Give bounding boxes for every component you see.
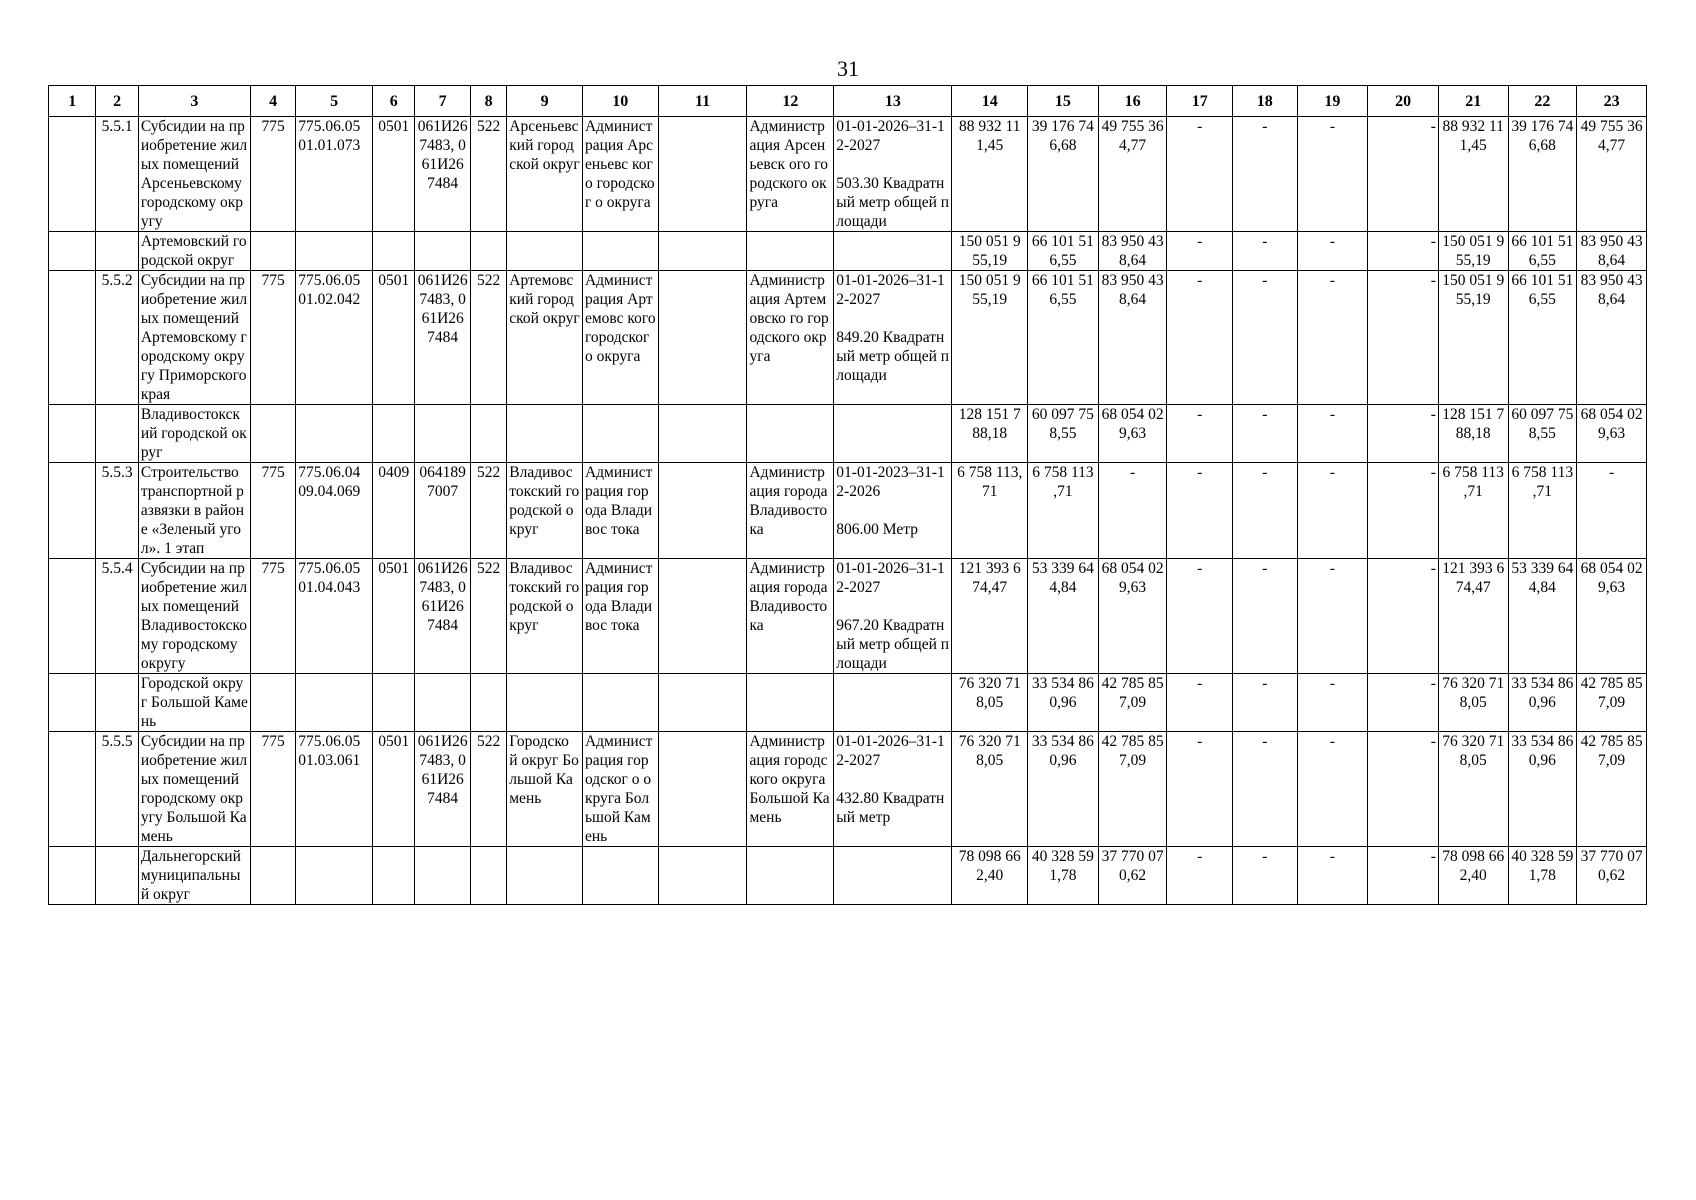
cell-col-18: - xyxy=(1233,847,1298,905)
cell-col-17: - xyxy=(1167,674,1233,732)
cell-col-2 xyxy=(96,674,138,732)
cell-col-20: - xyxy=(1368,463,1439,559)
column-header-8: 8 xyxy=(470,86,506,117)
cell-col-19: - xyxy=(1297,232,1368,271)
cell-col-10 xyxy=(582,232,658,271)
cell-col-21: 88 932 11 1,45 xyxy=(1438,117,1508,232)
cell-col-18: - xyxy=(1233,463,1298,559)
cell-col-22: 33 534 86 0,96 xyxy=(1508,732,1577,847)
cell-col-17: - xyxy=(1167,732,1233,847)
cell-col-23: 42 785 85 7,09 xyxy=(1577,674,1647,732)
cell-col-13: 01-01-2026–31-12-2027 503.30 Квадратный метр общей площади xyxy=(834,117,952,232)
cell-col-12: Администр ация Артемовско го городского округа xyxy=(747,271,834,405)
cell-col-2: 5.5.4 xyxy=(96,559,138,674)
cell-col-17: - xyxy=(1167,117,1233,232)
cell-col-3: Субсидии на приобретение жилых помещений городскому округу Большой Камень xyxy=(138,732,250,847)
cell-col-18: - xyxy=(1233,117,1298,232)
cell-col-9 xyxy=(507,405,583,463)
cell-col-13 xyxy=(834,405,952,463)
cell-col-6 xyxy=(373,847,415,905)
cell-col-21: 150 051 9 55,19 xyxy=(1438,232,1508,271)
cell-col-6: 0501 xyxy=(373,559,415,674)
column-header-17: 17 xyxy=(1167,86,1233,117)
cell-col-16: - xyxy=(1098,463,1167,559)
cell-col-7: 061И26 7483, 061И26 7484 xyxy=(415,559,471,674)
cell-col-14: 6 758 113, 71 xyxy=(952,463,1028,559)
column-header-9: 9 xyxy=(507,86,583,117)
cell-col-5: 775.06.05 01.04.043 xyxy=(296,559,373,674)
cell-col-11 xyxy=(658,405,747,463)
cell-col-5 xyxy=(296,847,373,905)
cell-col-6: 0409 xyxy=(373,463,415,559)
column-header-14: 14 xyxy=(952,86,1028,117)
cell-col-22: 39 176 74 6,68 xyxy=(1508,117,1577,232)
cell-col-12 xyxy=(747,405,834,463)
cell-col-4 xyxy=(250,674,295,732)
table-row xyxy=(49,463,1647,559)
cell-col-15: 39 176 74 6,68 xyxy=(1028,117,1099,232)
cell-col-16: 42 785 85 7,09 xyxy=(1098,732,1167,847)
cell-col-17: - xyxy=(1167,463,1233,559)
cell-col-19: - xyxy=(1297,732,1368,847)
cell-col-23: 49 755 36 4,77 xyxy=(1577,117,1647,232)
cell-col-19: - xyxy=(1297,559,1368,674)
cell-col-4 xyxy=(250,232,295,271)
cell-col-1 xyxy=(49,559,96,674)
column-header-6: 6 xyxy=(373,86,415,117)
cell-col-5: 775.06.05 01.02.042 xyxy=(296,271,373,405)
cell-col-23: 68 054 02 9,63 xyxy=(1577,559,1647,674)
cell-col-15: 66 101 51 6,55 xyxy=(1028,232,1099,271)
cell-col-19: - xyxy=(1297,674,1368,732)
column-header-11: 11 xyxy=(658,86,747,117)
cell-col-8: 522 xyxy=(470,271,506,405)
cell-col-2 xyxy=(96,232,138,271)
cell-col-19: - xyxy=(1297,117,1368,232)
cell-col-1 xyxy=(49,271,96,405)
column-header-16: 16 xyxy=(1098,86,1167,117)
cell-col-6 xyxy=(373,405,415,463)
cell-col-17: - xyxy=(1167,405,1233,463)
cell-col-20: - xyxy=(1368,232,1439,271)
cell-col-1 xyxy=(49,405,96,463)
table-row xyxy=(49,847,1647,905)
table-row xyxy=(49,559,1647,674)
cell-col-14: 78 098 66 2,40 xyxy=(952,847,1028,905)
cell-col-19: - xyxy=(1297,463,1368,559)
cell-col-22: 66 101 51 6,55 xyxy=(1508,232,1577,271)
cell-col-5: 775.06.05 01.03.061 xyxy=(296,732,373,847)
cell-col-3: Строительство транспортной развязки в районе «Зеленый угол». 1 этап xyxy=(138,463,250,559)
cell-col-6: 0501 xyxy=(373,732,415,847)
cell-col-21: 150 051 9 55,19 xyxy=(1438,271,1508,405)
cell-col-13: 01-01-2023–31-12-2026 806.00 Метр xyxy=(834,463,952,559)
cell-col-19: - xyxy=(1297,405,1368,463)
cell-col-10: Админист рация города Владивос тока xyxy=(582,559,658,674)
cell-col-4: 775 xyxy=(250,271,295,405)
table-body xyxy=(49,117,1647,905)
cell-col-16: 83 950 43 8,64 xyxy=(1098,232,1167,271)
cell-col-22: 6 758 113 ,71 xyxy=(1508,463,1577,559)
table-row xyxy=(49,232,1647,271)
cell-col-20: - xyxy=(1368,405,1439,463)
cell-col-11 xyxy=(658,732,747,847)
cell-col-11 xyxy=(658,847,747,905)
cell-col-4 xyxy=(250,405,295,463)
column-header-10: 10 xyxy=(582,86,658,117)
cell-col-2: 5.5.2 xyxy=(96,271,138,405)
cell-col-9: Владивос токский городской округ xyxy=(507,463,583,559)
cell-col-5: 775.06.05 01.01.073 xyxy=(296,117,373,232)
cell-col-20: - xyxy=(1368,847,1439,905)
cell-col-17: - xyxy=(1167,559,1233,674)
cell-col-9: Артемовс кий городской округ xyxy=(507,271,583,405)
cell-col-4: 775 xyxy=(250,463,295,559)
cell-col-12 xyxy=(747,232,834,271)
cell-col-7 xyxy=(415,847,471,905)
cell-col-8 xyxy=(470,232,506,271)
cell-col-18: - xyxy=(1233,232,1298,271)
column-header-1: 1 xyxy=(49,86,96,117)
cell-col-13 xyxy=(834,847,952,905)
cell-col-10: Админист рация Арсеньевс кого городског о округа xyxy=(582,117,658,232)
cell-col-1 xyxy=(49,117,96,232)
cell-col-3: Субсидии на приобретение жилых помещений Артемовскому городскому округу Приморского края xyxy=(138,271,250,405)
column-header-19: 19 xyxy=(1297,86,1368,117)
cell-col-19: - xyxy=(1297,847,1368,905)
cell-col-16: 37 770 07 0,62 xyxy=(1098,847,1167,905)
cell-col-23: 42 785 85 7,09 xyxy=(1577,732,1647,847)
cell-col-6 xyxy=(373,674,415,732)
cell-col-13: 01-01-2026–31-12-2027 967.20 Квадратный метр общей площади xyxy=(834,559,952,674)
cell-col-22: 33 534 86 0,96 xyxy=(1508,674,1577,732)
cell-col-11 xyxy=(658,463,747,559)
cell-col-8 xyxy=(470,847,506,905)
column-header-15: 15 xyxy=(1028,86,1099,117)
cell-col-18: - xyxy=(1233,732,1298,847)
cell-col-14: 76 320 71 8,05 xyxy=(952,732,1028,847)
cell-col-21: 76 320 71 8,05 xyxy=(1438,674,1508,732)
cell-col-1 xyxy=(49,463,96,559)
cell-col-10 xyxy=(582,405,658,463)
column-header-2: 2 xyxy=(96,86,138,117)
column-header-22: 22 xyxy=(1508,86,1577,117)
column-header-13: 13 xyxy=(834,86,952,117)
table-row xyxy=(49,674,1647,732)
cell-col-10: Админист рация Артемовс кого городског о округа xyxy=(582,271,658,405)
column-header-20: 20 xyxy=(1368,86,1439,117)
table-row xyxy=(49,732,1647,847)
cell-col-3: Владивостокский городской округ xyxy=(138,405,250,463)
cell-col-8 xyxy=(470,405,506,463)
cell-col-4: 775 xyxy=(250,732,295,847)
cell-col-17: - xyxy=(1167,271,1233,405)
column-header-21: 21 xyxy=(1438,86,1508,117)
cell-col-11 xyxy=(658,117,747,232)
cell-col-22: 66 101 51 6,55 xyxy=(1508,271,1577,405)
column-header-7: 7 xyxy=(415,86,471,117)
cell-col-2: 5.5.5 xyxy=(96,732,138,847)
cell-col-7 xyxy=(415,405,471,463)
cell-col-19: - xyxy=(1297,271,1368,405)
cell-col-10: Админист рация города Владивос тока xyxy=(582,463,658,559)
cell-col-23: 83 950 43 8,64 xyxy=(1577,232,1647,271)
cell-col-2 xyxy=(96,405,138,463)
cell-col-10 xyxy=(582,674,658,732)
cell-col-13 xyxy=(834,232,952,271)
cell-col-1 xyxy=(49,847,96,905)
cell-col-13: 01-01-2026–31-12-2027 432.80 Квадратный метр xyxy=(834,732,952,847)
cell-col-6: 0501 xyxy=(373,271,415,405)
cell-col-4: 775 xyxy=(250,559,295,674)
cell-col-21: 78 098 66 2,40 xyxy=(1438,847,1508,905)
cell-col-9 xyxy=(507,674,583,732)
cell-col-3: Субсидии на приобретение жилых помещений Арсеньевскому городскому округу xyxy=(138,117,250,232)
cell-col-1 xyxy=(49,732,96,847)
cell-col-18: - xyxy=(1233,674,1298,732)
column-header-4: 4 xyxy=(250,86,295,117)
cell-col-23: 37 770 07 0,62 xyxy=(1577,847,1647,905)
cell-col-18: - xyxy=(1233,271,1298,405)
cell-col-17: - xyxy=(1167,232,1233,271)
cell-col-22: 60 097 75 8,55 xyxy=(1508,405,1577,463)
table-row xyxy=(49,405,1647,463)
cell-col-15: 60 097 75 8,55 xyxy=(1028,405,1099,463)
cell-col-15: 33 534 86 0,96 xyxy=(1028,674,1099,732)
cell-col-5: 775.06.04 09.04.069 xyxy=(296,463,373,559)
cell-col-12 xyxy=(747,674,834,732)
cell-col-9: Владивос токский городской округ xyxy=(507,559,583,674)
cell-col-15: 40 328 59 1,78 xyxy=(1028,847,1099,905)
column-header-3: 3 xyxy=(138,86,250,117)
cell-col-7 xyxy=(415,232,471,271)
cell-col-13: 01-01-2026–31-12-2027 849.20 Квадратный метр общей площади xyxy=(834,271,952,405)
cell-col-11 xyxy=(658,559,747,674)
budget-table xyxy=(48,85,1647,905)
cell-col-11 xyxy=(658,674,747,732)
cell-col-1 xyxy=(49,232,96,271)
cell-col-22: 53 339 64 4,84 xyxy=(1508,559,1577,674)
cell-col-5 xyxy=(296,232,373,271)
cell-col-15: 53 339 64 4,84 xyxy=(1028,559,1099,674)
cell-col-8: 522 xyxy=(470,559,506,674)
cell-col-12: Администр ация городского округа Большой Камень xyxy=(747,732,834,847)
cell-col-3: Субсидии на приобретение жилых помещений Владивостокскому городскому округу xyxy=(138,559,250,674)
cell-col-9 xyxy=(507,232,583,271)
cell-col-2: 5.5.1 xyxy=(96,117,138,232)
cell-col-15: 33 534 86 0,96 xyxy=(1028,732,1099,847)
cell-col-3: Дальнегорский муниципальный округ xyxy=(138,847,250,905)
cell-col-16: 68 054 02 9,63 xyxy=(1098,405,1167,463)
cell-col-2: 5.5.3 xyxy=(96,463,138,559)
cell-col-5 xyxy=(296,674,373,732)
cell-col-8: 522 xyxy=(470,117,506,232)
cell-col-14: 121 393 6 74,47 xyxy=(952,559,1028,674)
column-header-12: 12 xyxy=(747,86,834,117)
cell-col-21: 128 151 7 88,18 xyxy=(1438,405,1508,463)
cell-col-23: - xyxy=(1577,463,1647,559)
cell-col-8: 522 xyxy=(470,463,506,559)
cell-col-7: 064189 7007 xyxy=(415,463,471,559)
cell-col-17: - xyxy=(1167,847,1233,905)
cell-col-9 xyxy=(507,847,583,905)
cell-col-14: 76 320 71 8,05 xyxy=(952,674,1028,732)
cell-col-20: - xyxy=(1368,117,1439,232)
cell-col-10: Админист рация городског о округа Большой Камень xyxy=(582,732,658,847)
cell-col-14: 150 051 9 55,19 xyxy=(952,232,1028,271)
cell-col-22: 40 328 59 1,78 xyxy=(1508,847,1577,905)
table-row xyxy=(49,117,1647,232)
cell-col-21: 121 393 6 74,47 xyxy=(1438,559,1508,674)
cell-col-14: 128 151 7 88,18 xyxy=(952,405,1028,463)
cell-col-12: Администр ация города Владивосто ка xyxy=(747,559,834,674)
column-header-18: 18 xyxy=(1233,86,1298,117)
cell-col-8 xyxy=(470,674,506,732)
cell-col-9: Арсеньевс кий городской округ xyxy=(507,117,583,232)
cell-col-7: 061И26 7483, 061И26 7484 xyxy=(415,732,471,847)
cell-col-6 xyxy=(373,232,415,271)
column-header-23: 23 xyxy=(1577,86,1647,117)
cell-col-4 xyxy=(250,847,295,905)
cell-col-7: 061И26 7483, 061И26 7484 xyxy=(415,117,471,232)
cell-col-20: - xyxy=(1368,271,1439,405)
cell-col-18: - xyxy=(1233,405,1298,463)
cell-col-21: 76 320 71 8,05 xyxy=(1438,732,1508,847)
cell-col-12: Администр ация города Владивосто ка xyxy=(747,463,834,559)
cell-col-3: Городской округ Большой Камень xyxy=(138,674,250,732)
cell-col-15: 6 758 113 ,71 xyxy=(1028,463,1099,559)
cell-col-20: - xyxy=(1368,674,1439,732)
cell-col-13 xyxy=(834,674,952,732)
cell-col-10 xyxy=(582,847,658,905)
cell-col-12 xyxy=(747,847,834,905)
cell-col-4: 775 xyxy=(250,117,295,232)
cell-col-15: 66 101 51 6,55 xyxy=(1028,271,1099,405)
cell-col-16: 68 054 02 9,63 xyxy=(1098,559,1167,674)
cell-col-16: 83 950 43 8,64 xyxy=(1098,271,1167,405)
page-number: 31 xyxy=(837,56,859,81)
cell-col-14: 150 051 9 55,19 xyxy=(952,271,1028,405)
cell-col-2 xyxy=(96,847,138,905)
cell-col-11 xyxy=(658,271,747,405)
cell-col-1 xyxy=(49,674,96,732)
cell-col-7 xyxy=(415,674,471,732)
cell-col-7: 061И26 7483, 061И26 7484 xyxy=(415,271,471,405)
cell-col-16: 42 785 85 7,09 xyxy=(1098,674,1167,732)
cell-col-5 xyxy=(296,405,373,463)
cell-col-6: 0501 xyxy=(373,117,415,232)
cell-col-20: - xyxy=(1368,559,1439,674)
cell-col-9: Городско й округ Большой Камень xyxy=(507,732,583,847)
cell-col-16: 49 755 36 4,77 xyxy=(1098,117,1167,232)
cell-col-23: 68 054 02 9,63 xyxy=(1577,405,1647,463)
cell-col-3: Артемовский городской округ xyxy=(138,232,250,271)
cell-col-21: 6 758 113 ,71 xyxy=(1438,463,1508,559)
cell-col-8: 522 xyxy=(470,732,506,847)
cell-col-12: Администр ация Арсеньевск ого городского округа xyxy=(747,117,834,232)
table-row xyxy=(49,271,1647,405)
cell-col-11 xyxy=(658,232,747,271)
cell-col-23: 83 950 43 8,64 xyxy=(1577,271,1647,405)
cell-col-14: 88 932 11 1,45 xyxy=(952,117,1028,232)
cell-col-20: - xyxy=(1368,732,1439,847)
column-header-5: 5 xyxy=(296,86,373,117)
cell-col-18: - xyxy=(1233,559,1298,674)
header-row xyxy=(49,86,1647,117)
